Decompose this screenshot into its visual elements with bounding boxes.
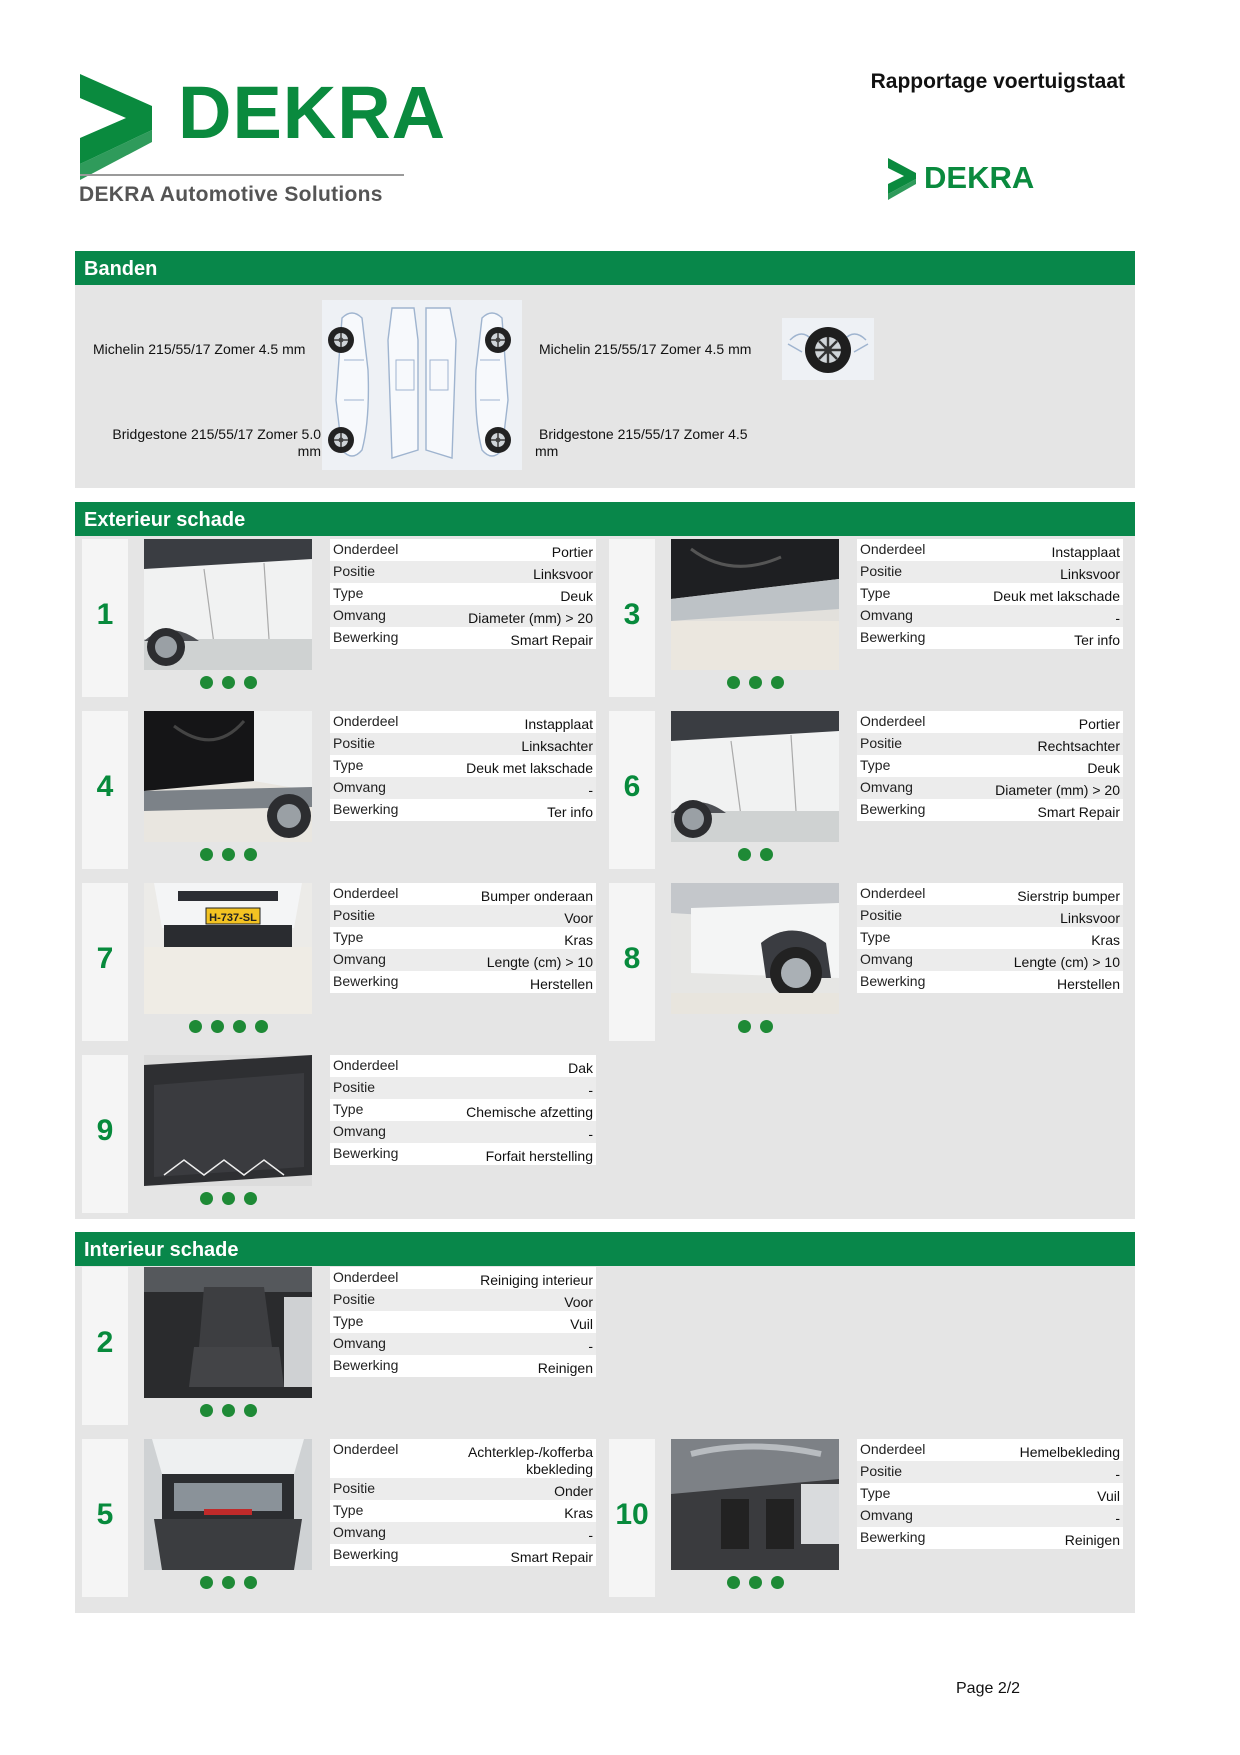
photo-pager-dots	[144, 1020, 312, 1033]
damage-card-6	[603, 709, 1133, 871]
property-value: Portier	[551, 544, 593, 560]
damage-photo[interactable]	[671, 883, 839, 1014]
pager-dot[interactable]	[200, 1576, 213, 1589]
property-label: Bewerking	[333, 801, 399, 817]
property-value: Diameter (mm) > 20	[468, 610, 593, 626]
property-value: Ter info	[547, 804, 593, 820]
damage-card-2	[76, 1265, 606, 1427]
damage-number-label: 5	[96, 1498, 114, 1531]
pager-dot[interactable]	[738, 1020, 751, 1033]
property-row	[857, 799, 1123, 821]
damage-number	[82, 539, 128, 697]
property-row	[857, 627, 1123, 649]
property-row	[857, 971, 1123, 993]
property-label: Omvang	[860, 607, 913, 623]
property-value: Reinigen	[537, 1360, 593, 1376]
pager-dot[interactable]	[244, 848, 257, 861]
property-value: Voor	[564, 910, 593, 926]
pager-dot[interactable]	[200, 1404, 213, 1417]
property-row	[857, 1483, 1123, 1505]
damage-number-label: 2	[96, 1326, 114, 1359]
property-label: Positie	[333, 563, 376, 579]
damage-number	[609, 539, 655, 697]
property-row	[857, 1505, 1123, 1527]
property-label: Omvang	[860, 951, 913, 967]
property-row	[857, 1439, 1123, 1461]
property-value: Smart Repair	[510, 1549, 593, 1565]
pager-dot[interactable]	[760, 1020, 773, 1033]
property-row	[330, 1289, 596, 1311]
property-value: Achterklep-/kofferbakbekleding	[467, 1444, 593, 1477]
property-label: Type	[860, 1485, 891, 1501]
property-label: Bewerking	[860, 801, 926, 817]
damage-number-label: 10	[615, 1498, 649, 1531]
damage-card-5	[76, 1437, 606, 1599]
tyre-front-right-icon	[484, 326, 512, 354]
tyre-front-left: Michelin 215/55/17 Zomer 4.5 mm	[93, 341, 306, 357]
damage-number	[82, 1439, 128, 1597]
property-value: Diameter (mm) > 20	[995, 782, 1120, 798]
damage-card-3	[603, 537, 1133, 699]
property-value: Chemische afzetting	[466, 1104, 593, 1120]
pager-dot[interactable]	[727, 676, 740, 689]
property-row	[330, 1439, 596, 1478]
damage-photo[interactable]	[144, 711, 312, 842]
property-value: Smart Repair	[510, 632, 593, 648]
property-label: Onderdeel	[333, 1269, 399, 1285]
property-value: -	[588, 1082, 593, 1098]
photo-pager-dots	[144, 1192, 312, 1205]
property-label: Onderdeel	[860, 885, 926, 901]
pager-dot[interactable]	[749, 676, 762, 689]
property-label: Onderdeel	[333, 1057, 399, 1073]
damage-properties	[330, 1439, 596, 1566]
pager-dot[interactable]	[200, 848, 213, 861]
property-row	[330, 561, 596, 583]
pager-dot[interactable]	[244, 676, 257, 689]
photo-pager-dots	[671, 676, 839, 689]
property-row	[330, 949, 596, 971]
property-row	[330, 883, 596, 905]
damage-properties	[857, 539, 1123, 649]
damage-number	[609, 1439, 655, 1597]
section-title-exterieur: Exterieur schade	[75, 502, 1135, 536]
property-label: Type	[333, 585, 364, 601]
pager-dot[interactable]	[222, 1404, 235, 1417]
damage-number-label: 1	[96, 598, 114, 631]
damage-card-8	[603, 881, 1133, 1043]
pager-dot[interactable]	[255, 1020, 268, 1033]
property-label: Onderdeel	[333, 541, 399, 557]
property-value: -	[588, 1126, 593, 1142]
property-label: Onderdeel	[333, 1441, 399, 1457]
property-value: -	[588, 782, 593, 798]
property-row	[330, 927, 596, 949]
property-value: -	[1115, 1510, 1120, 1526]
tyre-rear-right-line1: Bridgestone 215/55/17 Zomer 4.5	[539, 426, 748, 442]
property-row	[857, 711, 1123, 733]
property-value: Deuk	[1087, 760, 1120, 776]
property-value: Herstellen	[529, 976, 593, 992]
damage-photo[interactable]	[144, 883, 312, 1014]
property-row	[330, 1544, 596, 1566]
property-value: Vuil	[570, 1316, 593, 1332]
property-row	[330, 1478, 596, 1500]
report-title: Rapportage voertuigstaat	[870, 70, 1125, 93]
property-label: Bewerking	[333, 1145, 399, 1161]
property-row	[330, 1500, 596, 1522]
property-value: Bumper onderaan	[480, 888, 593, 904]
pager-dot[interactable]	[749, 1576, 762, 1589]
pager-dot[interactable]	[211, 1020, 224, 1033]
property-row	[330, 1522, 596, 1544]
damage-card-7	[76, 881, 606, 1043]
tyre-rear-left-line2: mm	[297, 443, 321, 459]
property-value: Lengte (cm) > 10	[486, 954, 593, 970]
property-row	[330, 1355, 596, 1377]
property-value: Deuk met lakschade	[993, 588, 1120, 604]
photo-pager-dots	[671, 1576, 839, 1589]
property-label: Onderdeel	[860, 1441, 926, 1457]
property-label: Positie	[860, 735, 903, 751]
property-value: Voor	[564, 1294, 593, 1310]
property-value: Smart Repair	[1037, 804, 1120, 820]
property-value: Vuil	[1097, 1488, 1120, 1504]
damage-number-label: 7	[96, 942, 114, 975]
property-label: Positie	[860, 563, 903, 579]
section-title-interieur: Interieur schade	[75, 1232, 1135, 1266]
property-row	[330, 1267, 596, 1289]
tyre-front-right: Michelin 215/55/17 Zomer 4.5 mm	[539, 341, 752, 357]
tyre-front-left-icon	[327, 326, 355, 354]
property-label: Positie	[860, 1463, 903, 1479]
property-label: Omvang	[333, 607, 386, 623]
pager-dot[interactable]	[233, 1020, 246, 1033]
damage-number-label: 6	[623, 770, 641, 803]
pager-dot[interactable]	[760, 848, 773, 861]
property-row	[857, 605, 1123, 627]
property-value: Instapplaat	[1051, 544, 1120, 560]
property-row	[330, 799, 596, 821]
damage-card-1	[76, 537, 606, 699]
property-row	[857, 1527, 1123, 1549]
photo-pager-dots	[144, 848, 312, 861]
damage-number	[82, 1055, 128, 1213]
damage-properties	[857, 711, 1123, 821]
spare-wheel-icon	[782, 318, 874, 380]
dekra-logo-small	[886, 156, 1046, 202]
property-row	[330, 539, 596, 561]
svg-text:DEKRA: DEKRA	[178, 71, 447, 154]
property-label: Bewerking	[860, 1529, 926, 1545]
property-row	[857, 949, 1123, 971]
property-value: Deuk met lakschade	[466, 760, 593, 776]
svg-text:DEKRA: DEKRA	[924, 160, 1035, 195]
property-row	[330, 1121, 596, 1143]
property-value: Dak	[568, 1060, 593, 1076]
damage-number-label: 4	[96, 770, 114, 803]
property-label: Bewerking	[333, 1546, 399, 1562]
property-value: -	[588, 1527, 593, 1543]
property-value: Kras	[564, 932, 593, 948]
property-row	[857, 583, 1123, 605]
property-row	[330, 1077, 596, 1099]
pager-dot[interactable]	[244, 1192, 257, 1205]
damage-properties	[330, 1267, 596, 1377]
property-label: Omvang	[860, 779, 913, 795]
damage-photo[interactable]	[671, 539, 839, 670]
damage-number-label: 9	[96, 1114, 114, 1147]
property-row	[330, 755, 596, 777]
pager-dot[interactable]	[771, 1576, 784, 1589]
tyre-rear-right-icon	[484, 426, 512, 454]
pager-dot[interactable]	[244, 1404, 257, 1417]
property-row	[330, 905, 596, 927]
property-row	[330, 627, 596, 649]
property-row	[330, 777, 596, 799]
damage-properties	[857, 883, 1123, 993]
property-value: Kras	[564, 1505, 593, 1521]
damage-card-4	[76, 709, 606, 871]
property-label: Type	[333, 1313, 364, 1329]
property-row	[857, 561, 1123, 583]
property-row	[330, 1099, 596, 1121]
property-row	[330, 711, 596, 733]
property-value: Lengte (cm) > 10	[1013, 954, 1120, 970]
property-value: Onder	[554, 1483, 593, 1499]
photo-pager-dots	[671, 1020, 839, 1033]
page-number: Page 2/2	[956, 1680, 1021, 1697]
property-value: Linksachter	[521, 738, 593, 754]
property-row	[330, 1055, 596, 1077]
property-value: -	[1115, 610, 1120, 626]
brand-subtitle: DEKRA Automotive Solutions	[79, 183, 383, 206]
property-row	[857, 905, 1123, 927]
tyre-rear-left-icon	[327, 426, 355, 454]
damage-photo[interactable]	[144, 1439, 312, 1570]
pager-dot[interactable]	[727, 1576, 740, 1589]
property-label: Type	[860, 585, 891, 601]
property-row	[330, 1143, 596, 1165]
property-label: Onderdeel	[333, 713, 399, 729]
property-row	[857, 777, 1123, 799]
photo-pager-dots	[144, 676, 312, 689]
property-label: Bewerking	[333, 973, 399, 989]
property-value: Reinigen	[1064, 1532, 1120, 1548]
property-label: Positie	[860, 907, 903, 923]
property-label: Positie	[333, 735, 376, 751]
property-row	[330, 971, 596, 993]
property-label: Bewerking	[333, 629, 399, 645]
photo-pager-dots	[144, 1404, 312, 1417]
damage-photo[interactable]	[671, 711, 839, 842]
property-value: Portier	[1078, 716, 1120, 732]
property-label: Type	[333, 1502, 364, 1518]
property-label: Type	[333, 929, 364, 945]
damage-photo[interactable]	[144, 1055, 312, 1186]
property-label: Bewerking	[860, 629, 926, 645]
property-row	[330, 605, 596, 627]
property-row	[857, 539, 1123, 561]
pager-dot[interactable]	[771, 676, 784, 689]
damage-photo[interactable]	[671, 1439, 839, 1570]
property-label: Omvang	[333, 1524, 386, 1540]
damage-number	[82, 1267, 128, 1425]
property-label: Positie	[333, 1480, 376, 1496]
damage-number-label: 8	[623, 942, 641, 975]
property-value: Linksvoor	[533, 566, 593, 582]
property-row	[857, 1461, 1123, 1483]
pager-dot[interactable]	[200, 1192, 213, 1205]
property-value: Kras	[1091, 932, 1120, 948]
property-value: Sierstrip bumper	[1017, 888, 1120, 904]
property-label: Type	[333, 1101, 364, 1117]
property-label: Positie	[333, 907, 376, 923]
damage-number	[609, 711, 655, 869]
property-label: Bewerking	[860, 973, 926, 989]
property-value: Linksvoor	[1060, 910, 1120, 926]
damage-number	[82, 883, 128, 1041]
tyre-rear-left-line1: Bridgestone 215/55/17 Zomer 5.0	[112, 426, 321, 442]
damage-number-label: 3	[623, 598, 641, 631]
property-label: Type	[860, 757, 891, 773]
property-label: Bewerking	[333, 1357, 399, 1373]
property-row	[330, 733, 596, 755]
photo-pager-dots	[671, 848, 839, 861]
property-value: Deuk	[560, 588, 593, 604]
property-label: Omvang	[333, 1335, 386, 1351]
tyre-rear-right	[535, 426, 775, 460]
damage-properties	[330, 1055, 596, 1165]
damage-card-10	[603, 1437, 1133, 1599]
damage-number	[82, 711, 128, 869]
property-label: Type	[860, 929, 891, 945]
damage-photo[interactable]	[144, 539, 312, 670]
property-label: Positie	[333, 1291, 376, 1307]
property-row	[330, 1311, 596, 1333]
pager-dot[interactable]	[222, 676, 235, 689]
property-value: Herstellen	[1056, 976, 1120, 992]
tyre-rear-right-line2: mm	[535, 443, 559, 459]
damage-properties	[330, 883, 596, 993]
damage-photo[interactable]	[144, 1267, 312, 1398]
damage-card-9	[76, 1053, 606, 1215]
section-title-banden: Banden	[75, 251, 1135, 285]
property-label: Omvang	[333, 779, 386, 795]
damage-number	[609, 883, 655, 1041]
property-label: Positie	[333, 1079, 376, 1095]
property-value: Instapplaat	[524, 716, 593, 732]
property-value: Ter info	[1074, 632, 1120, 648]
property-row	[857, 755, 1123, 777]
property-value: Linksvoor	[1060, 566, 1120, 582]
pager-dot[interactable]	[200, 676, 213, 689]
property-label: Onderdeel	[860, 541, 926, 557]
photo-pager-dots	[144, 1576, 312, 1589]
property-row	[857, 883, 1123, 905]
pager-dot[interactable]	[244, 1576, 257, 1589]
property-value: -	[588, 1338, 593, 1354]
property-label: Onderdeel	[333, 885, 399, 901]
pager-dot[interactable]	[738, 848, 751, 861]
property-label: Omvang	[860, 1507, 913, 1523]
damage-properties	[330, 539, 596, 649]
property-label: Onderdeel	[860, 713, 926, 729]
tyre-rear-left	[97, 426, 321, 460]
property-row	[330, 1333, 596, 1355]
property-value: Hemelbekleding	[1019, 1444, 1120, 1460]
pager-dot[interactable]	[222, 848, 235, 861]
pager-dot[interactable]	[189, 1020, 202, 1033]
property-value: Rechtsachter	[1037, 738, 1120, 754]
license-plate-text: H-737-SL	[209, 912, 257, 924]
pager-dot[interactable]	[222, 1576, 235, 1589]
property-value: Forfait herstelling	[485, 1148, 593, 1164]
property-label: Omvang	[333, 951, 386, 967]
property-label: Omvang	[333, 1123, 386, 1139]
damage-properties	[857, 1439, 1123, 1549]
property-label: Type	[333, 757, 364, 773]
property-value: -	[1115, 1466, 1120, 1482]
property-value: Reiniging interieur	[480, 1272, 593, 1288]
property-row	[330, 583, 596, 605]
property-row	[857, 733, 1123, 755]
pager-dot[interactable]	[222, 1192, 235, 1205]
property-row	[857, 927, 1123, 949]
damage-properties	[330, 711, 596, 821]
